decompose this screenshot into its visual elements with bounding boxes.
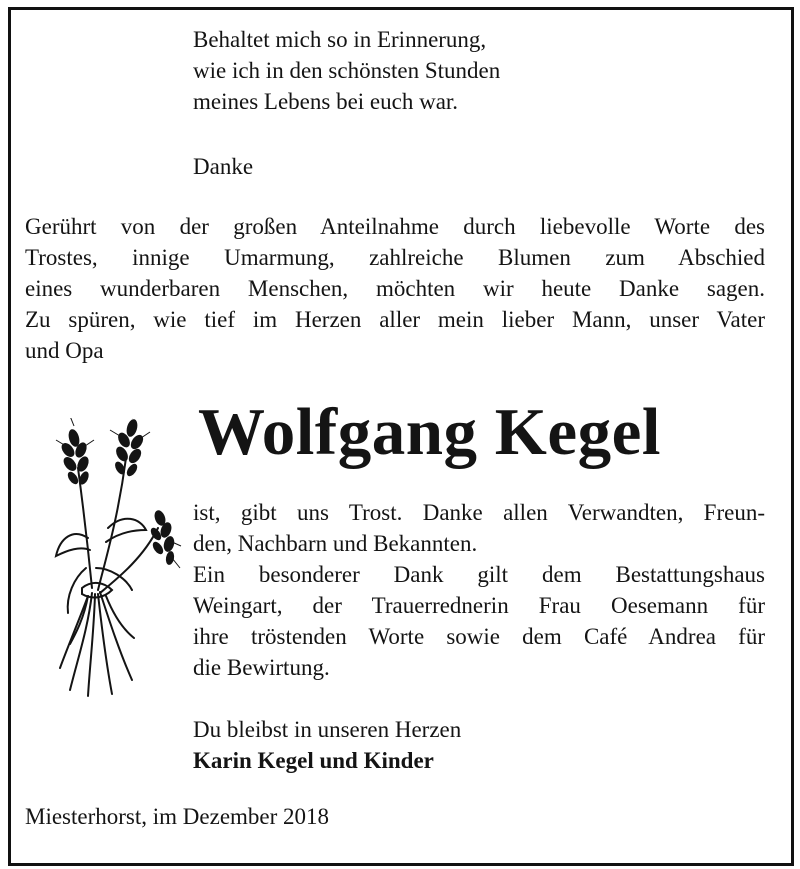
place-date: Miesterhorst, im Dezember 2018	[25, 804, 330, 829]
body-line: ihre tröstenden Worte sowie dem Café Andrea für	[193, 624, 765, 649]
body-paragraph	[193, 497, 765, 683]
poem-line: Behaltet mich so in Erinnerung,	[193, 27, 487, 52]
deceased-name: Wolfgang Kegel	[198, 395, 661, 469]
intro-line: Gerührt von der großen Anteilnahme durch liebevolle Worte des	[25, 214, 765, 239]
wheat-bundle-icon	[48, 418, 183, 703]
body-line: ist, gibt uns Trost. Danke allen Verwandten, Freun-	[193, 500, 765, 525]
family-signature: Karin Kegel und Kinder	[193, 748, 434, 773]
body-line: Ein besonderer Dank gilt dem Bestattungshaus	[193, 562, 765, 587]
body-line: die Bewirtung.	[193, 655, 330, 680]
memorial-poem	[193, 24, 753, 117]
thanks-heading: Danke	[193, 154, 254, 179]
intro-line: Zu spüren, wie tief im Herzen aller mein lieber Mann, unser Vater	[25, 307, 765, 332]
body-line: den, Nachbarn und Bekannten.	[193, 531, 478, 556]
intro-line: eines wunderbaren Menschen, möchten wir heute Danke sagen.	[25, 276, 765, 301]
farewell-line: Du bleibst in unseren Herzen	[193, 717, 462, 742]
poem-line: wie ich in den schönsten Stunden	[193, 58, 501, 83]
body-line: Weingart, der Trauerrednerin Frau Oesemann für	[193, 593, 765, 618]
intro-paragraph	[25, 211, 765, 366]
poem-line: meines Lebens bei euch war.	[193, 89, 459, 114]
intro-line: Trostes, innige Umarmung, zahlreiche Blumen zum Abschied	[25, 245, 765, 270]
intro-line: und Opa	[25, 338, 104, 363]
